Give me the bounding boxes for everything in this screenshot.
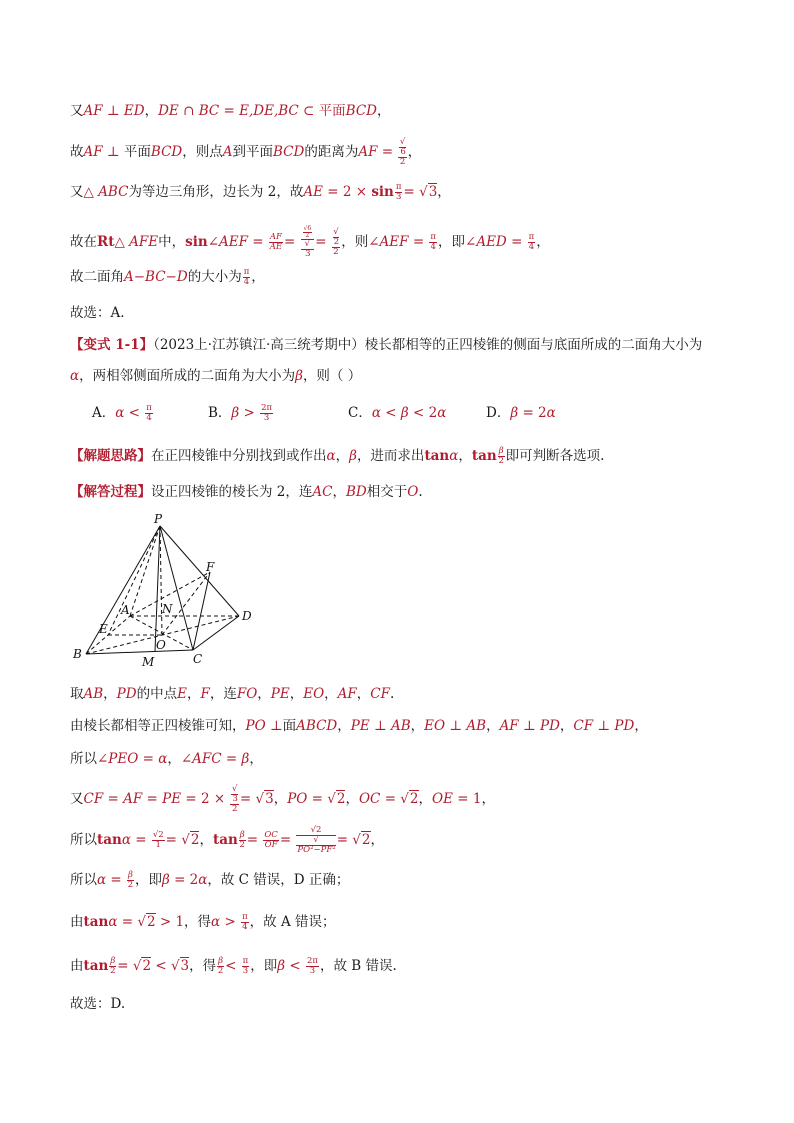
process-tag: 【解答过程】 <box>70 484 151 500</box>
step-lengths: 又CF = AF = PE = 2 × √ 3 2 = √3，PO = √2，OC = √2，OE = 1， <box>70 784 495 814</box>
label-n: N <box>162 602 173 616</box>
process-line: 【解答过程】设正四棱锥的棱长为 2，连AC，BD相交于O. <box>70 484 423 500</box>
label-e: E <box>99 622 108 636</box>
line-perpendicular-af-ed: 又AF ⊥ ED，DE ∩ BC = E,DE,BC ⊂ 平面BCD， <box>70 103 391 119</box>
variant-question-line2: α，两相邻侧面所成的二面角为大小为β，则（ ） <box>70 368 362 384</box>
step-angles: 所以∠PEO = α，∠AFC = β， <box>70 751 263 767</box>
step-option-b-false: 由tan $\frac{\beta}{2}$ = √2 < √3，得 $\frac{\beta}{2}$ < $\frac{\pi}{3}$ ，即β < $\frac{2\pi}{3}$ ，故 B 错误. <box>70 956 397 976</box>
step-option-a-false: 由tanα = √2 > 1，得α > $\frac{\pi}{4}$ ，故 A 错误； <box>70 912 336 932</box>
label-o: O <box>156 638 166 652</box>
line-equilateral-ae: 又△ ABC为等边三角形，边长为 2，故AE = 2 × sin $\frac{\pi}{3}$ = √3， <box>70 182 451 202</box>
label-c: C <box>193 652 203 666</box>
step-beta-2alpha: 所以α = $\frac{\beta}{2}$ ，即β = 2α，故 C 错误，D 正确； <box>70 870 350 890</box>
variant-tag: 【变式 1-1】 <box>70 337 154 353</box>
answer-d: 故选：D. <box>70 996 126 1012</box>
line-dihedral-answer: 故二面角A−BC−D的大小为 $\frac{\pi}{4}$ ， <box>70 267 265 287</box>
hint-line: 【解题思路】在正四棱锥中分别找到或作出α，β，进而求出tanα，tan $\frac{\beta}{2}$ 即可判断各选项. <box>70 446 605 466</box>
edge-bc <box>86 650 193 654</box>
label-a: A <box>121 603 130 617</box>
edge-pm <box>155 526 160 651</box>
edge-po <box>160 526 162 635</box>
label-m: M <box>142 655 155 669</box>
answer-a: 故选：A. <box>70 305 125 321</box>
label-b: B <box>73 647 82 661</box>
step-perpendiculars: 由棱长都相等正四棱锥可知，PO ⊥面ABCD，PE ⊥ AB，EO ⊥ AB，AF ⊥ PD，CF ⊥ PD， <box>70 718 648 734</box>
line-right-triangle-afe: 故在Rt△ AFE中，sin∠AEF = $\frac{AF}{AE}$ = √6 2 √ 3 = √ 2 2 ，则∠AEF = $\frac{\pi}{4}$ ，即∠AED = $\frac{\pi}{4}$ ， <box>70 225 550 259</box>
label-p: P <box>154 512 163 526</box>
step-midpoints: 取AB，PD的中点E，F，连FO，PE，EO，AF，CF. <box>70 686 395 702</box>
frac-sqrt6-over-2: √ 6 2 <box>399 137 406 167</box>
edge-pe <box>108 526 160 635</box>
option-b[interactable]: B．β > $\frac{2\pi}{3}$ <box>208 403 273 423</box>
pyramid-figure <box>66 508 266 670</box>
option-a[interactable]: A．α < $\frac{\pi}{4}$ <box>92 403 152 423</box>
label-f: F <box>206 560 215 574</box>
edge-cd <box>193 616 239 650</box>
step-tangents: 所以tanα = $\frac{√2}{1}$ = √2，tan $\frac{\beta}{2}$ = $\frac{OC}{OF}$ = √2 √ PO²−PF² = √2， <box>70 825 385 855</box>
hint-tag: 【解题思路】 <box>70 448 151 464</box>
option-d[interactable]: D．β = 2α <box>486 405 556 421</box>
variant-question-line1: 【变式 1-1】（2023上·江苏镇江·高三统考期中）棱长都相等的正四棱锥的侧面与底面所成的二面角大小为 <box>70 337 703 353</box>
line-af-plane-distance: 故AF ⊥ 平面BCD，则点A到平面BCD的距离为AF = √ 6 2 ， <box>70 137 422 167</box>
label-d: D <box>242 609 252 623</box>
option-c[interactable]: C．α < β < 2α <box>348 405 447 421</box>
